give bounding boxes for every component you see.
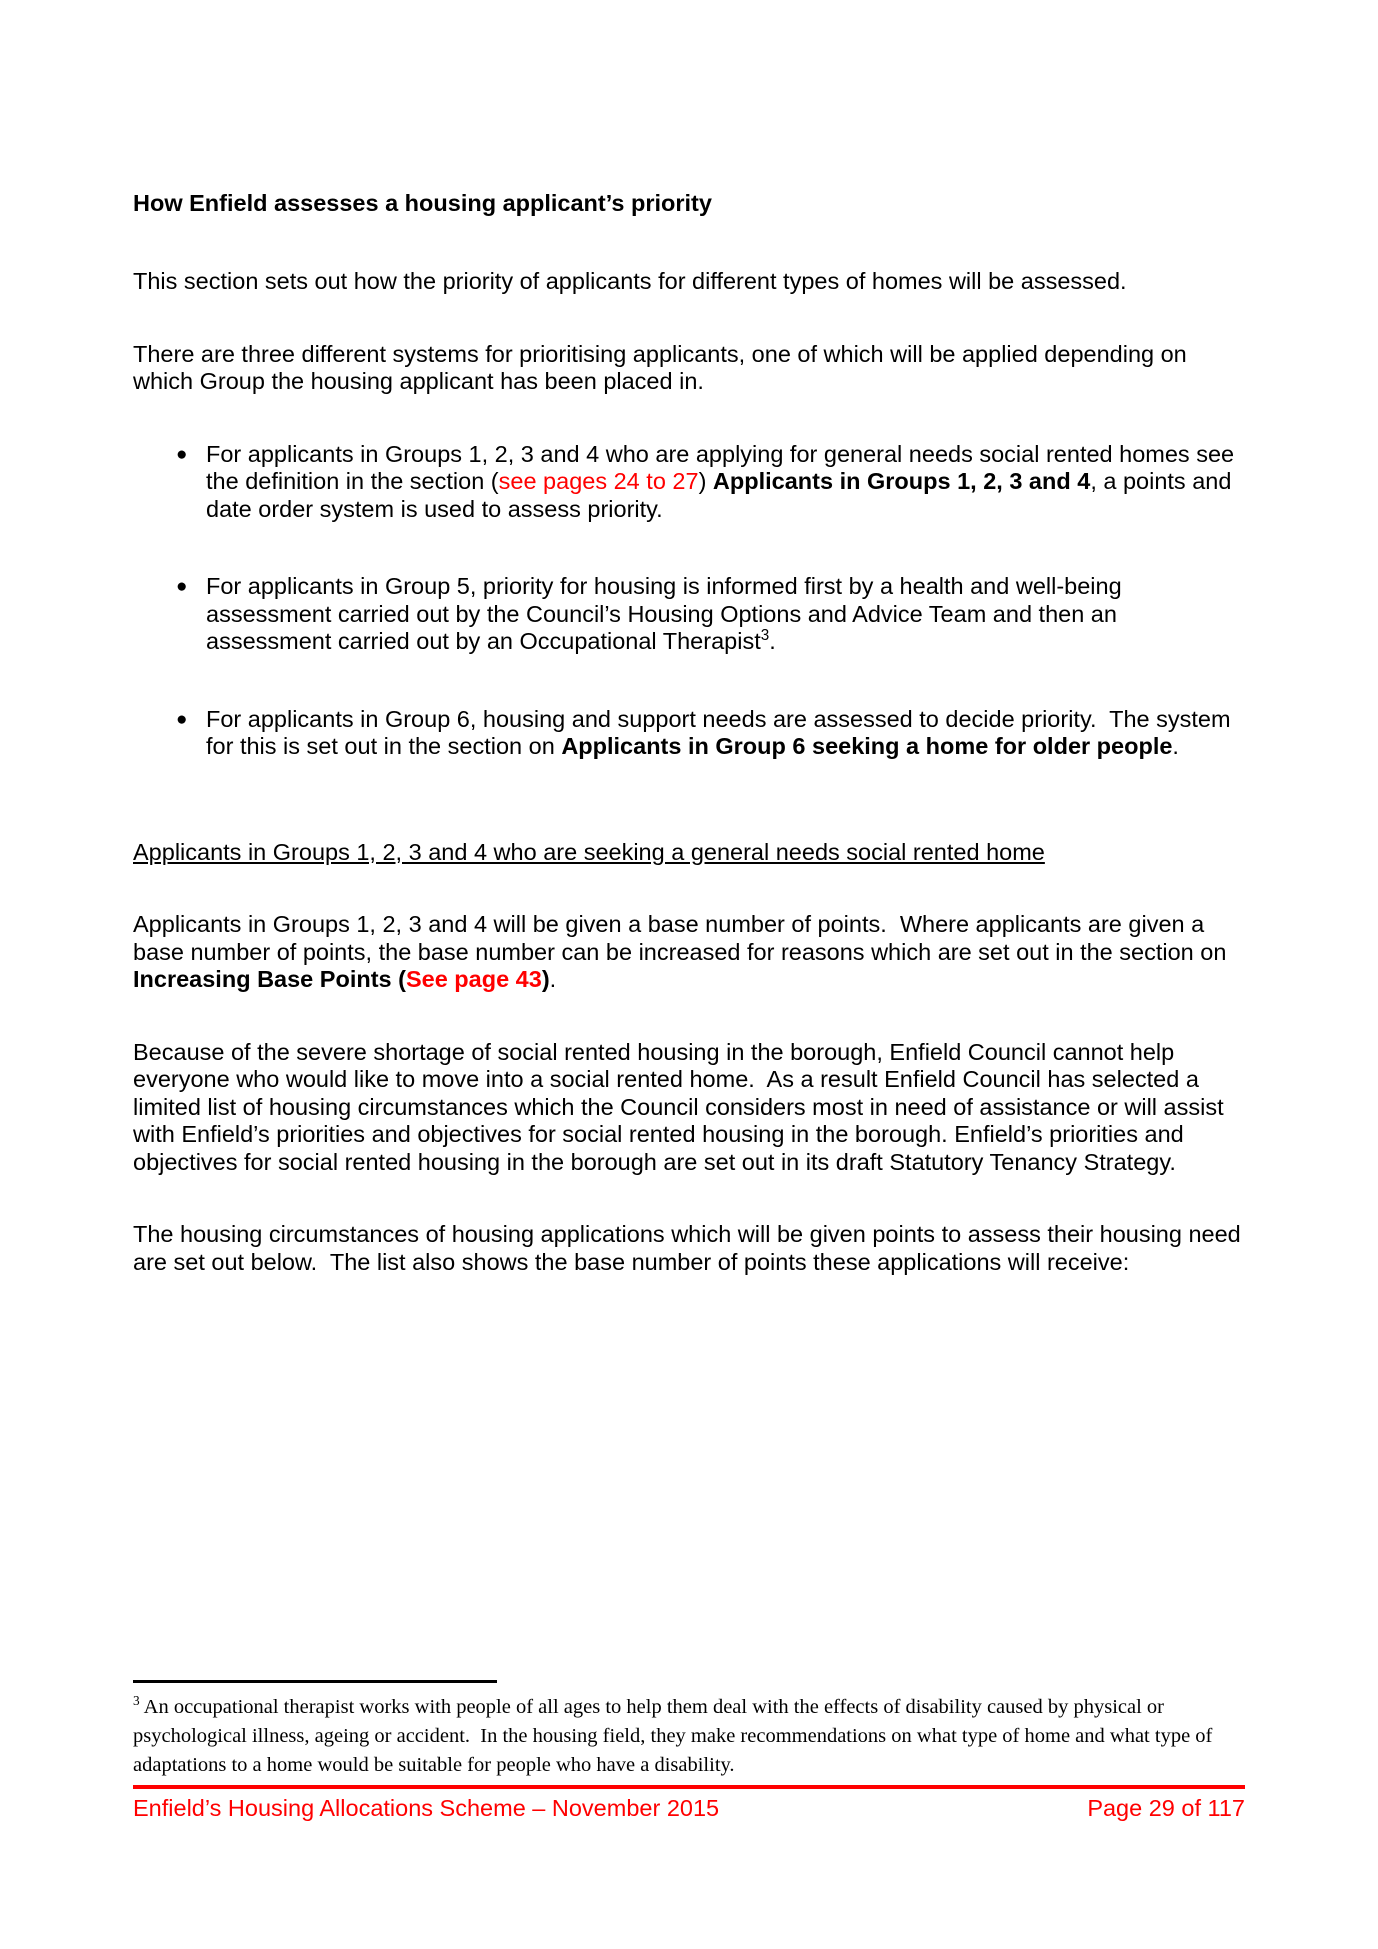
section-name-bold: Increasing Base Points ( (133, 966, 406, 992)
text-segment: For applicants in Group 5, priority for housing is informed first by a health and well-being assessment carried out by the Council’s Housing Options and Advice Team and then an assessment carried out by an Occupational Therapist (206, 573, 1129, 654)
footnote-and-footer (133, 1680, 1245, 1822)
page-footer (133, 1794, 1245, 1822)
list-item-text (206, 706, 1245, 761)
text-segment: , a points and date order system is used to assess priority. (206, 468, 1238, 522)
section-name-bold: ) (541, 966, 550, 992)
text-segment: Applicants in Groups 1, 2, 3 and 4 will be given a base number of points. Where applicants are given a base number of points, the base number can be increased for reasons which are set out in the section on (133, 911, 1233, 965)
footnote-marker: 3 (133, 1693, 140, 1709)
section-name-bold: Applicants in Groups 1, 2, 3 and 4 (712, 468, 1091, 494)
bullet-icon: ● (176, 708, 188, 730)
circumstances-paragraph: The housing circumstances of housing applications which will be given points to assess their housing need are set out below. The list also shows the base number of points these applications will receive: (133, 1221, 1248, 1275)
list-item-groups-1-4 (133, 441, 1245, 524)
footer-rule (133, 1785, 1245, 1789)
bullet-icon: ● (176, 576, 188, 597)
text-segment: . (769, 628, 776, 654)
list-item-group-6 (133, 706, 1245, 761)
page-body (133, 188, 1248, 1321)
footnote-separator (133, 1680, 497, 1683)
text-segment: For applicants in Group 6, housing and support needs are assessed to decide priority. The system for this is set out in the section on (206, 705, 1238, 759)
shortage-paragraph: Because of the severe shortage of social rented housing in the borough, Enfield Council cannot help everyone who would like to move into a social rented home. As a result Enfield Council has selected a limited list of housing circumstances which the Council considers most in need of assistance or will assist with Enfield’s priorities and objectives for social rented housing in the borough. Enfield’s priorities and objectives for social rented housing in the borough are set out in its draft Statutory Tenancy Strategy. (133, 1038, 1231, 1175)
section-name-bold: Applicants in Group 6 seeking a home for older people (561, 733, 1173, 759)
text-segment: . (1172, 733, 1179, 759)
section-subheading: Applicants in Groups 1, 2, 3 and 4 who are seeking a general needs social rented home (133, 838, 1045, 865)
footer-page-number: Page 29 of 117 (1087, 1795, 1245, 1821)
intro-paragraph-1: This section sets out how the priority of applicants for different types of homes will be assessed. (133, 268, 1127, 294)
footnote-reference: 3 (760, 627, 770, 645)
page-title: How Enfield assesses a housing applicant’s priority (133, 190, 712, 216)
base-points-paragraph (133, 911, 1245, 994)
text-segment: For applicants in Groups 1, 2, 3 and 4 who are applying for general needs social rented homes see the definition in the section ( (206, 440, 1241, 494)
footnote-body: An occupational therapist works with people of all ages to help them deal with the effects of disability caused by physical or psychological illness, ageing or accident. In the housing field, they make recommendations on what type of home and what type of adaptations to a home would be suitable for people who have a disability. (133, 1696, 1218, 1776)
bullet-icon: ● (176, 443, 188, 465)
intro-paragraph-2: There are three different systems for prioritising applicants, one of which will be applied depending on which Group the housing applicant has been placed in. (133, 340, 1194, 394)
list-item-group-5 (133, 573, 1245, 656)
text-segment: . (549, 966, 557, 992)
footnote-text (133, 1693, 1245, 1780)
priority-systems-list (133, 441, 1245, 761)
list-item-text (206, 441, 1245, 524)
page-reference-link[interactable]: See page 43 (405, 966, 542, 992)
text-segment: ) (698, 468, 713, 494)
list-item-text (206, 573, 1245, 656)
page-reference-link[interactable]: see pages 24 to 27 (498, 468, 699, 494)
footer-document-title: Enfield’s Housing Allocations Scheme – November 2015 (133, 1795, 720, 1821)
